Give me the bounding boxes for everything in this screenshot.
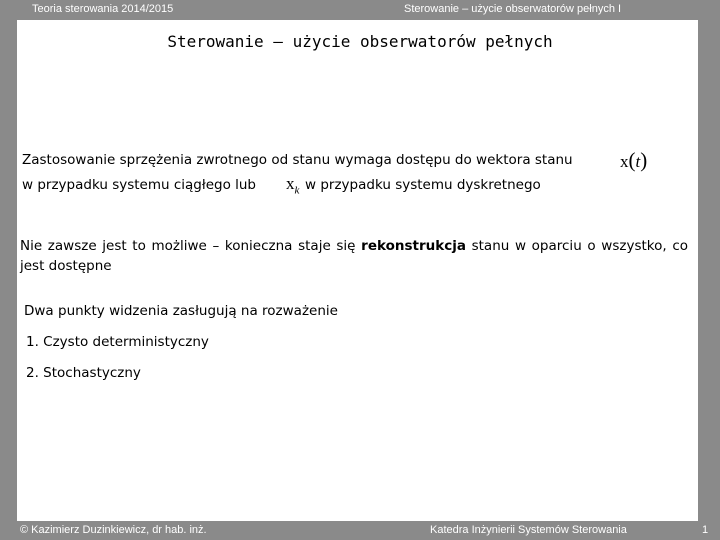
list-item-2: 2. Stochastyczny [26,365,141,381]
paragraph2 [20,236,688,276]
header-topic: Sterowanie – użycie obserwatorów pełnych I [404,3,622,15]
math-state-vector-continuous [620,148,647,173]
math-x: x [620,152,629,171]
header-course: Teoria sterowania 2014/2015 [32,3,174,15]
paragraph1-line1: Zastosowanie sprzężenia zwrotnego od stanu wymaga dostępu do wektora stanu [22,152,573,168]
footer-author: © Kazimierz Duzinkiewicz, dr hab. inż. [20,524,207,536]
footer-page-number: 1 [702,524,709,536]
math-state-vector-discrete [286,174,299,196]
math-xk-x: x [286,174,295,193]
math-paren-open: ( [628,148,636,172]
paragraph2-b: stanu w oparciu o wszystko, co jest dostępne [20,238,688,274]
math-paren-close: ) [640,148,648,172]
paragraph1-line2b: w przypadku systemu dyskretnego [305,177,541,193]
paragraph3: Dwa punkty widzenia zasługują na rozważenie [24,303,338,319]
slide-title: Sterowanie – użycie obserwatorów pełnych [167,32,553,51]
paragraph2-bold: rekonstrukcja [361,238,466,254]
paragraph2-a: Nie zawsze jest to możliwe – konieczna staje się [20,238,356,254]
list-item-1: 1. Czysto deterministyczny [26,334,209,350]
paragraph1-line2a: w przypadku systemu ciągłego lub [22,177,256,193]
math-xk-k: k [294,184,300,197]
footer-department: Katedra Inżynierii Systemów Sterowania [430,524,627,536]
math-t: t [635,152,641,171]
